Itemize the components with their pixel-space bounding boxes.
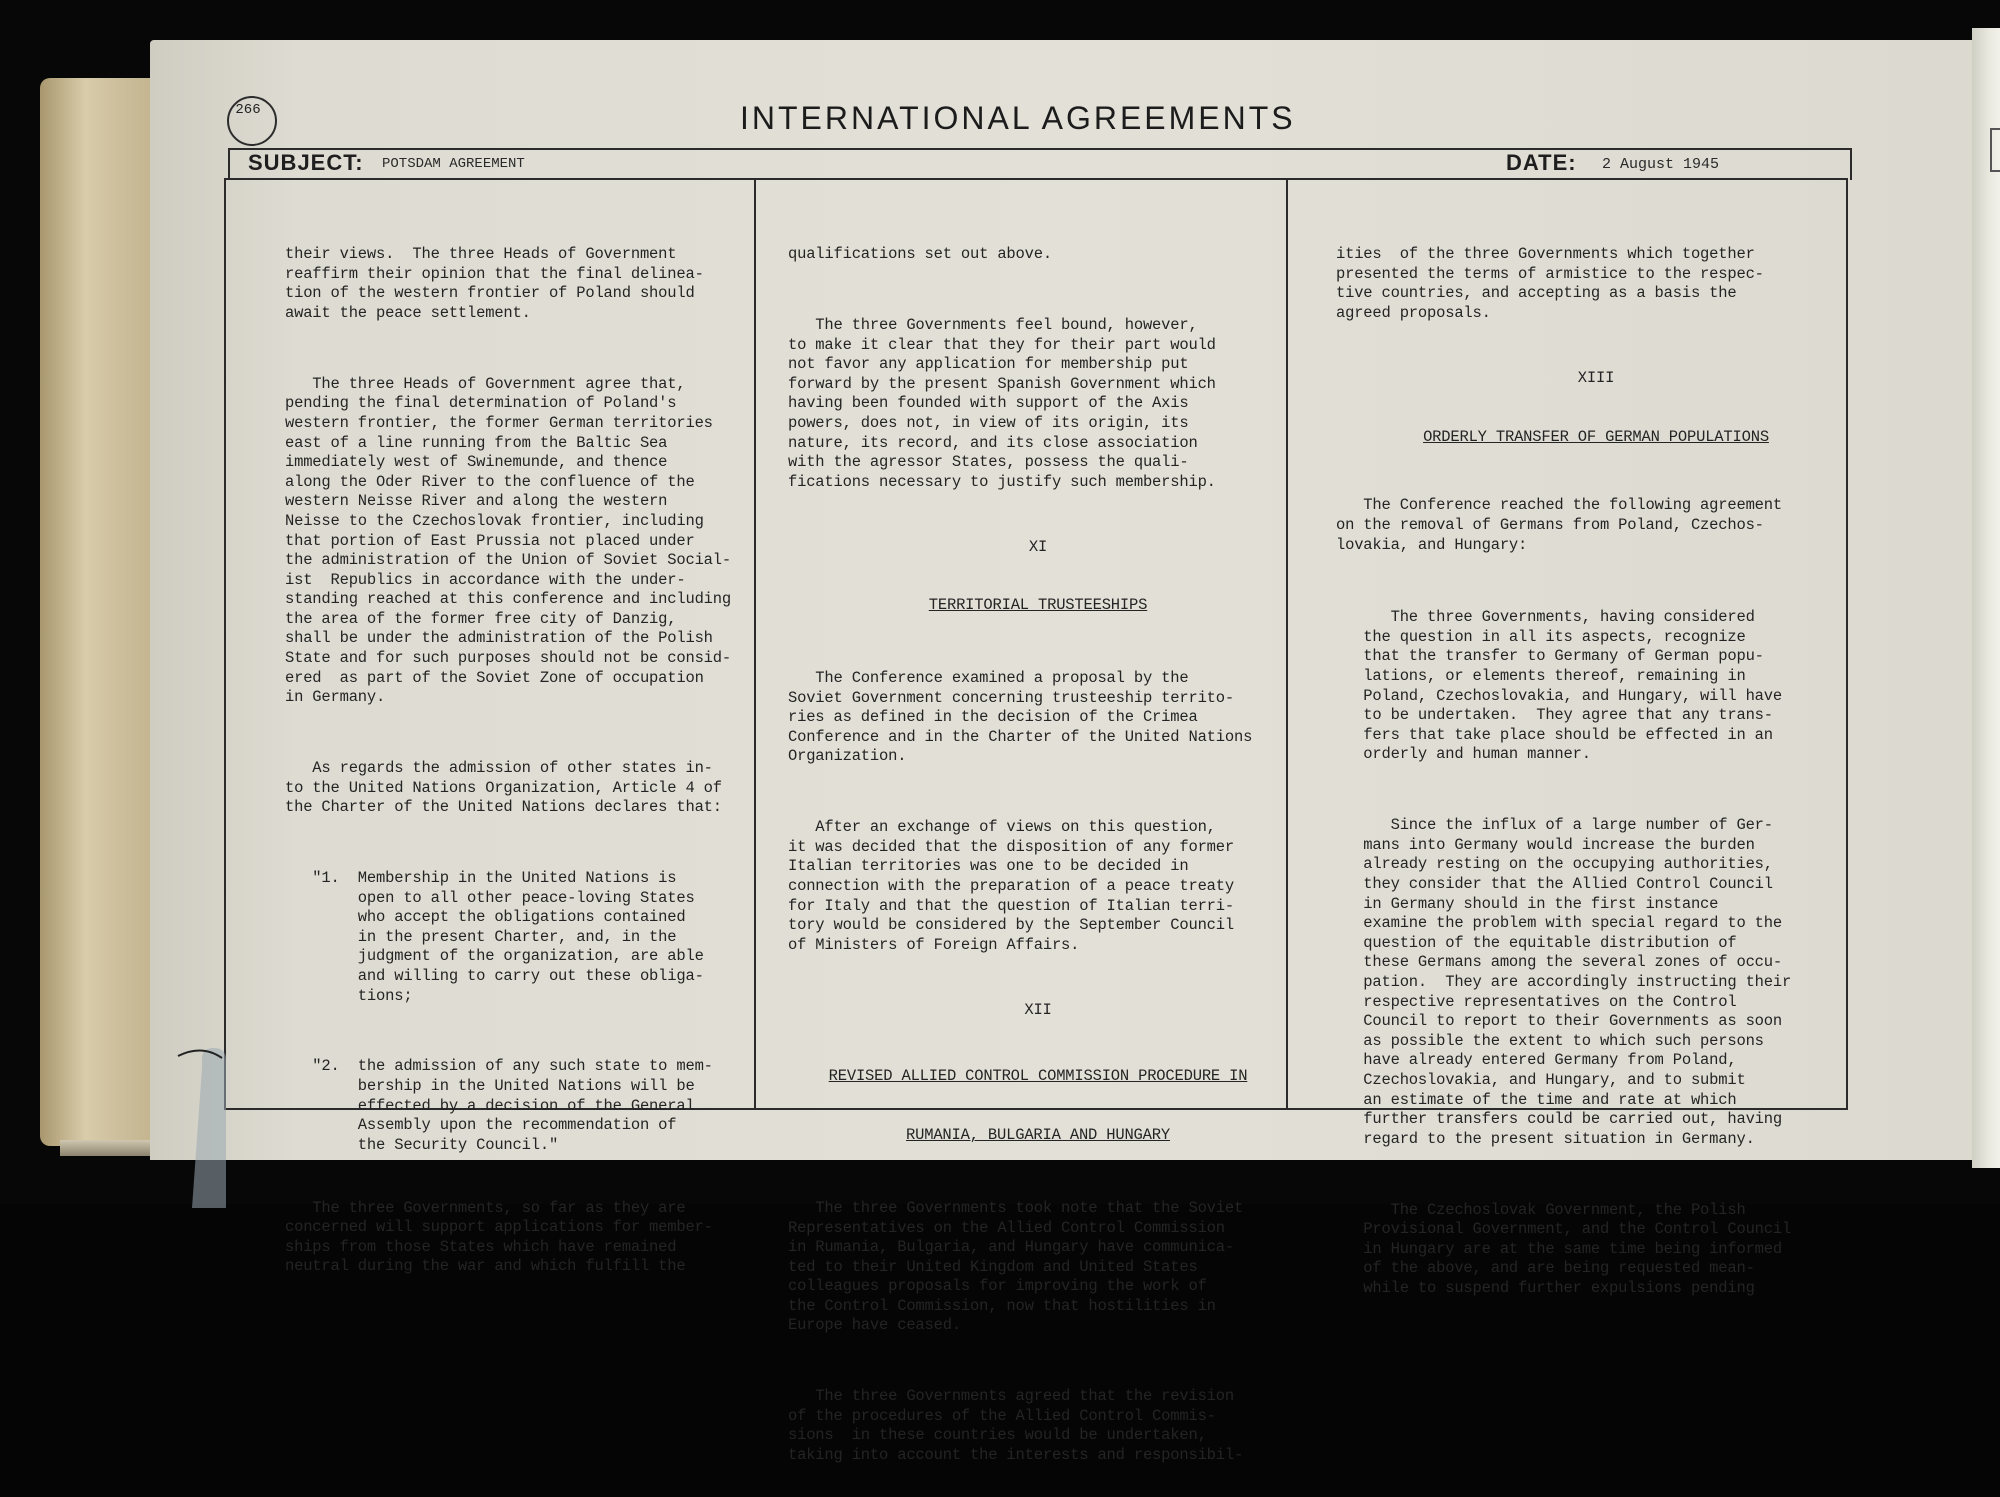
page-number: 266 (227, 96, 277, 146)
text-line: respective representatives on the Control (1336, 992, 1737, 1011)
text-line: tion of the western frontier of Poland should (285, 284, 695, 303)
text-line: western Neisse River and along the western (285, 492, 668, 511)
col1-quote-2 (285, 1057, 755, 1155)
section-11-number: XI (1028, 537, 1048, 556)
text-line: the Security Council." (285, 1135, 559, 1154)
date-label: DATE: (1506, 150, 1577, 175)
text-line: in Hungary are at the same time being informed (1336, 1239, 1782, 1258)
text-line: tory would be considered by the September Council (788, 916, 1234, 935)
text-line: of Ministers of Foreign Affairs. (788, 935, 1080, 954)
text-line: presented the terms of armistice to the respec- (1336, 264, 1764, 283)
text-line: The three Governments took note that the Soviet (788, 1198, 1244, 1217)
column-1 (285, 206, 755, 1308)
text-line: forward by the present Spanish Government which (788, 374, 1216, 393)
text-line: judgment of the organization, are able (285, 947, 704, 966)
text-line: After an exchange of views on this question, (788, 818, 1216, 837)
text-line: the administration of the Union of Soviet Social- (285, 551, 731, 570)
text-line: of the above, and are being requested mean- (1336, 1259, 1755, 1278)
text-line: and willing to carry out these obliga- (285, 966, 704, 985)
text-line: The Conference reached the following agreement (1336, 496, 1782, 515)
text-line: east of a line running from the Baltic Sea (285, 433, 668, 452)
text-line: mans into Germany would increase the burden (1336, 835, 1755, 854)
section-12-number: XII (1024, 1000, 1052, 1019)
text-line: concerned will support applications for member- (285, 1218, 713, 1237)
section-13-number: XIII (1577, 368, 1615, 387)
text-line: to the United Nations Organization, Article 4 of (285, 778, 722, 797)
text-line: who accept the obligations contained (285, 908, 686, 927)
text-line: pending the final determination of Poland's (285, 394, 677, 413)
text-line: having been founded with support of the Axis (788, 394, 1189, 413)
text-line: on the removal of Germans from Poland, Czechos- (1336, 515, 1764, 534)
text-line: "1. Membership in the United Nations is (285, 869, 677, 887)
col1-quote-1 (285, 869, 755, 1006)
col2-paragraph-5 (788, 1199, 1288, 1336)
text-line: ships from those States which have remained (285, 1237, 677, 1256)
text-line: Poland, Czechoslovakia, and Hungary, will have (1336, 686, 1782, 705)
col2-paragraph-3 (788, 669, 1288, 767)
text-line: ries as defined in the decision of the Crimea (788, 708, 1198, 727)
text-line: examine the problem with special regard to the (1336, 914, 1782, 933)
text-line: lovakia, and Hungary: (1336, 535, 1528, 554)
text-line: of the procedures of the Allied Control Commis- (788, 1406, 1216, 1425)
text-line: The three Governments, having considered (1336, 608, 1755, 627)
col1-paragraph-6 (285, 1199, 755, 1277)
text-line: already resting on the occupying authorities, (1336, 855, 1773, 874)
text-line: As regards the admission of other states in- (285, 759, 713, 778)
text-line: pation. They are accordingly instructing their (1336, 972, 1792, 991)
text-line: sions in these countries would be undertaken, (788, 1426, 1207, 1445)
col3-paragraph-4 (1336, 816, 1856, 1149)
text-line: Czechoslovakia, and Hungary, and to submit (1336, 1070, 1746, 1089)
text-line: in the present Charter, and, in the (285, 927, 677, 946)
text-line: The three Heads of Government agree that, (285, 374, 686, 393)
text-line: an estimate of the time and rate at which (1336, 1090, 1737, 1109)
text-line: that the transfer to Germany of German popu- (1336, 647, 1764, 666)
text-line: as possible the extent to which such persons (1336, 1031, 1764, 1050)
text-line: colleagues proposals for improving the work of (788, 1277, 1207, 1296)
section-12-title-line-2: RUMANIA, BULGARIA AND HUNGARY (906, 1126, 1170, 1145)
text-line: have already entered Germany from Poland, (1336, 1051, 1737, 1070)
text-line: The three Governments feel bound, however, (788, 315, 1198, 334)
text-line: await the peace settlement. (285, 303, 531, 322)
text-line: in Rumania, Bulgaria, and Hungary have communica- (788, 1238, 1234, 1257)
column-2 (788, 206, 1288, 1497)
text-line: qualifications set out above. (788, 245, 1052, 264)
book-page-stack-right (1972, 28, 2000, 1168)
text-line: Neisse to the Czechoslovak frontier, including (285, 511, 704, 530)
col3-paragraph-3 (1336, 608, 1856, 765)
col3-paragraph-5 (1336, 1201, 1856, 1299)
text-line: with the agressor States, possess the quali- (788, 453, 1189, 472)
text-line: the Charter of the United Nations declares that: (285, 798, 722, 817)
text-line: that portion of East Prussia not placed under (285, 531, 695, 550)
text-line: The Conference examined a proposal by the (788, 669, 1189, 688)
section-11-title: TERRITORIAL TRUSTEESHIPS (928, 596, 1148, 615)
col3-paragraph-2 (1336, 496, 1856, 555)
text-line: nature, its record, and its close association (788, 433, 1198, 452)
text-line: neutral during the war and which fulfill the (285, 1257, 686, 1276)
page-title: INTERNATIONAL AGREEMENTS (740, 100, 1296, 136)
text-line: connection with the preparation of a peace treaty (788, 877, 1234, 895)
text-line: fers that take place should be effected in an (1336, 725, 1773, 744)
text-line: for Italy and that the question of Italian terri- (788, 896, 1234, 915)
text-line: ist Republics in accordance with the under- (285, 570, 686, 589)
text-line: State and for such purposes should not be consid- (285, 649, 731, 668)
text-line: powers, does not, in view of its origin, its (788, 413, 1189, 432)
text-line: question of the equitable distribution of (1336, 933, 1737, 952)
text-line: open to all other peace-loving States (285, 888, 695, 907)
text-line: ered as part of the Soviet Zone of occupation (285, 668, 704, 687)
text-line: western frontier, the former German territories (285, 413, 713, 432)
text-line: regard to the present situation in Germany. (1336, 1129, 1755, 1148)
text-line: orderly and human manner. (1336, 745, 1591, 764)
text-line: effected by a decision of the General (285, 1096, 695, 1115)
text-line: tive countries, and accepting as a basis the (1336, 284, 1737, 303)
text-line: ted to their United Kingdom and United States (788, 1257, 1198, 1276)
section-12-title-line-1: REVISED ALLIED CONTROL COMMISSION PROCEDURE IN (828, 1067, 1248, 1086)
index-tab (1990, 128, 2000, 172)
text-line: the area of the former free city of Danzig, (285, 609, 677, 628)
text-line: their views. The three Heads of Government (285, 245, 677, 264)
text-line: Soviet Government concerning trusteeship territo- (788, 688, 1234, 707)
text-line: these Germans among the several zones of occu- (1336, 953, 1782, 972)
col1-paragraph-1 (285, 245, 755, 323)
text-line: bership in the United Nations will be (285, 1076, 695, 1095)
text-line: taking into account the interests and responsibil- (788, 1446, 1244, 1465)
text-line: in Germany should in the first instance (1336, 894, 1719, 913)
text-line: shall be under the administration of the Polish (285, 629, 713, 648)
text-line: "2. the admission of any such state to mem- (285, 1057, 713, 1076)
text-line: Europe have ceased. (788, 1316, 961, 1335)
text-line: not favor any application for membership put (788, 355, 1189, 374)
date-value: 2 August 1945 (1602, 156, 1720, 173)
text-line: immediately west of Swinemunde, and thence (285, 453, 668, 472)
text-line: to be undertaken. They agree that any trans- (1336, 706, 1773, 725)
text-line: lations, or elements thereof, remaining in (1336, 667, 1746, 686)
text-line: reaffirm their opinion that the final delinea- (285, 264, 704, 283)
text-line: Council to report to their Governments as soon (1336, 1012, 1782, 1031)
text-line: Assembly upon the recommendation of (285, 1116, 677, 1135)
text-line: agreed proposals. (1336, 303, 1491, 322)
subject-value: POTSDAM AGREEMENT (382, 156, 525, 172)
text-line: Since the influx of a large number of Ger- (1336, 816, 1773, 835)
text-line: Representatives on the Allied Control Commission (788, 1218, 1225, 1237)
text-line: Provisional Government, and the Control Council (1336, 1220, 1792, 1239)
text-line: further transfers could be carried out, having (1336, 1110, 1782, 1129)
text-line: fications necessary to justify such membership. (788, 472, 1216, 491)
text-line: in Germany. (285, 688, 386, 707)
text-line: Organization. (788, 747, 907, 766)
text-line: ities of the three Governments which together (1336, 245, 1755, 264)
text-line: Conference and in the Charter of the United Nations (788, 727, 1253, 746)
text-line: along the Oder River to the confluence of the (285, 472, 695, 491)
col1-paragraph-3 (285, 759, 755, 818)
text-line: The three Governments agreed that the revision (788, 1387, 1234, 1406)
subject-label: SUBJECT: (248, 150, 364, 175)
section-13-title: ORDERLY TRANSFER OF GERMAN POPULATIONS (1423, 427, 1769, 446)
page-clip (172, 1048, 262, 1208)
col2-paragraph-6 (788, 1387, 1288, 1465)
text-line: standing reached at this conference and including (285, 590, 731, 609)
text-line: it was decided that the disposition of any former (788, 837, 1234, 856)
column-3 (1336, 206, 1856, 1330)
text-line: The Czechoslovak Government, the Polish (1336, 1200, 1746, 1219)
col1-paragraph-2 (285, 375, 755, 708)
text-line: tions; (285, 986, 413, 1005)
col2-paragraph-2 (788, 316, 1288, 492)
col3-paragraph-1 (1336, 245, 1856, 323)
text-line: the question in all its aspects, recognize (1336, 627, 1746, 646)
text-line: they consider that the Allied Control Council (1336, 875, 1773, 893)
text-line: to make it clear that they for their part would (788, 335, 1216, 354)
text-line: Italian territories was one to be decided in (788, 857, 1189, 876)
col2-paragraph-1 (788, 245, 1288, 265)
text-line: the Control Commission, now that hostilities in (788, 1296, 1216, 1315)
text-line: The three Governments, so far as they are (285, 1198, 686, 1217)
col2-paragraph-4 (788, 818, 1288, 955)
text-line: while to suspend further expulsions pending (1336, 1278, 1755, 1297)
